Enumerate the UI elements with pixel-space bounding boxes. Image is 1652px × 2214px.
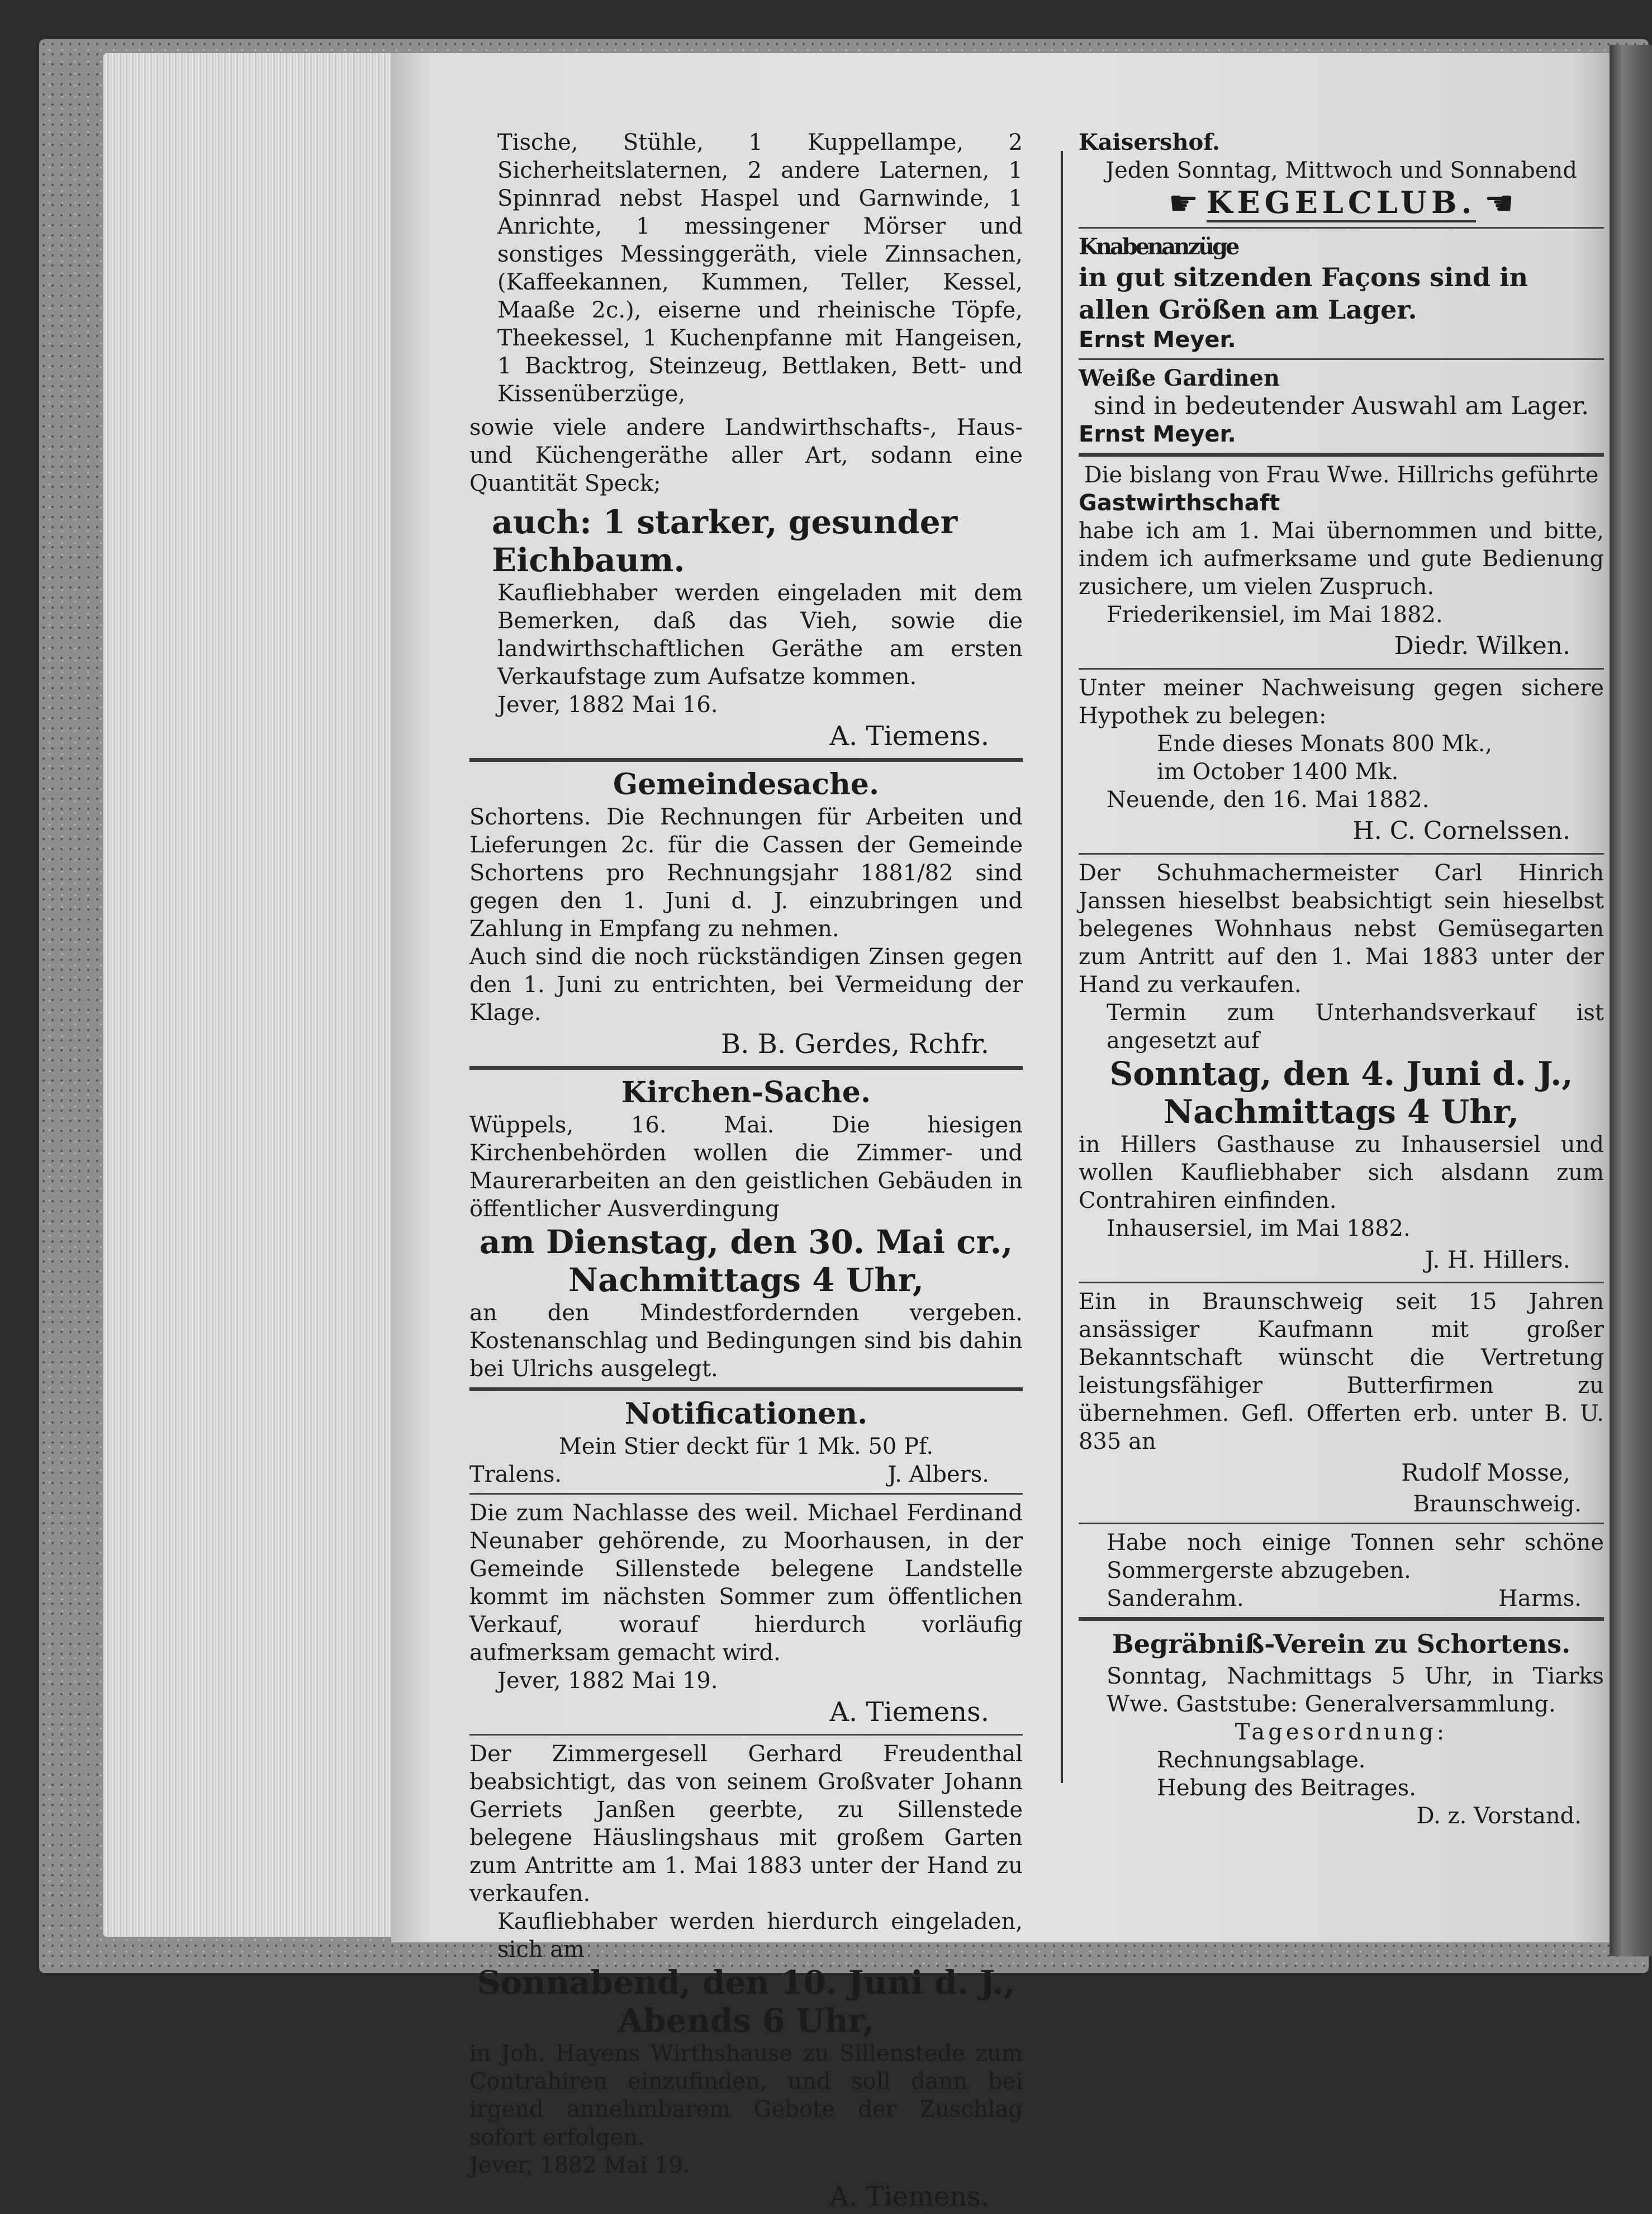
divider xyxy=(469,1734,1023,1736)
gemeinde-heading: Gemeindesache. xyxy=(613,767,880,802)
hypo-signature: H. C. Cornelssen. xyxy=(1352,817,1570,845)
hypo-line-2: im October 1400 Mk. xyxy=(1157,759,1399,785)
auction-oak: auch: 1 starker, gesunder Eichbaum. xyxy=(492,503,958,579)
stier-signature: J. Albers. xyxy=(887,1462,989,1487)
zimmer-text-3: in Joh. Hayens Wirthshause zu Sillenstede zum Contrahiren einzufinden, und soll dann bei irgend annehmbarem Gebote der Zuschlag sofort erfolgen. xyxy=(469,2041,1023,2150)
nachlass-signature: A. Tiemens. xyxy=(829,1696,989,1728)
ernst-meyer-2: Ernst Meyer. xyxy=(1079,421,1236,447)
schuh-time: Nachmittags 4 Uhr, xyxy=(1164,1093,1519,1131)
zimmer-time: Abends 6 Uhr, xyxy=(618,2002,874,2040)
gerste-place: Sanderahm. xyxy=(1107,1586,1244,1611)
divider xyxy=(1079,1523,1604,1524)
auction-items-2: sowie viele andere Landwirthschafts-, Haus- und Küchengeräthe aller Art, sodann eine Quantität Speck; xyxy=(469,415,1023,496)
kegelclub-banner xyxy=(1079,184,1604,222)
schuh-date: Sonntag, den 4. Juni d. J., xyxy=(1109,1055,1573,1093)
gast-text: habe ich am 1. Mai übernommen und bitte, indem ich aufmerksame und gute Bedienung zusichere, um vielen Zuspruch. xyxy=(1079,518,1604,600)
kirchen-heading: Kirchen-Sache. xyxy=(621,1075,871,1110)
zimmer-text-2: Kaufliebhaber werden hierdurch eingeladen, sich am xyxy=(497,1909,1023,1962)
gast-title: Gastwirthschaft xyxy=(1079,490,1280,516)
gast-place: Friederikensiel, im Mai 1882. xyxy=(1107,602,1443,628)
gemeinde-text-2: Auch sind die noch rückständigen Zinsen gegen den 1. Juni zu entrichten, bei Vermeidung der Klage. xyxy=(469,944,1023,1026)
knaben-text: in gut sitzenden Façons sind in allen Größen am Lager. xyxy=(1079,262,1528,325)
stier-text: Mein Stier deckt für 1 Mk. 50 Pf. xyxy=(558,1434,934,1459)
book-page-edges xyxy=(103,53,394,1937)
nachlass-date: Jever, 1882 Mai 19. xyxy=(497,1668,718,1694)
braun-text: Ein in Braunschweig seit 15 Jahren ansässiger Kaufmann mit großer Bekanntschaft wünscht die Vertretung leistungsfähiger Butterfirmen zu übernehmen. Gefl. Offerten erb. unter B. U. 835 an xyxy=(1079,1289,1604,1454)
gardinen-text: sind in bedeutender Auswahl am Lager. xyxy=(1093,392,1589,420)
begraeb-agenda-1: Rechnungsablage. xyxy=(1157,1747,1366,1773)
divider xyxy=(1079,853,1604,855)
knaben-title: Knabenanzüge xyxy=(1079,234,1238,260)
schuh-text-3: in Hillers Gasthause zu Inhausersiel und wollen Kaufliebhaber sich alsdann zum Contrahiren einfinden. xyxy=(1079,1132,1604,1213)
gardinen-title: Weiße Gardinen xyxy=(1079,365,1280,391)
zimmer-place-date: Jever, 1882 Mai 19. xyxy=(469,2153,690,2178)
auction-date: Jever, 1882 Mai 16. xyxy=(497,692,718,718)
begraeb-agenda-title: Tagesordnung: xyxy=(1235,1719,1448,1745)
divider xyxy=(1079,668,1604,670)
right-column xyxy=(1079,129,1604,1830)
hypo-line-1: Ende dieses Monats 800 Mk., xyxy=(1157,731,1493,757)
stier-footer xyxy=(469,1461,1023,1488)
zimmer-signature: A. Tiemens. xyxy=(829,2181,989,2212)
gemeinde-signature: B. B. Gerdes, Rchfr. xyxy=(720,1028,989,1060)
begraeb-agenda-2: Hebung des Beitrages. xyxy=(1157,1775,1416,1801)
divider xyxy=(1079,1282,1604,1283)
begraeb-heading: Begräbniß-Verein zu Schortens. xyxy=(1112,1629,1571,1659)
braun-city: Braunschweig. xyxy=(1413,1491,1582,1517)
divider xyxy=(1079,358,1604,360)
notif-heading: Notificationen. xyxy=(624,1397,868,1431)
gerste-signature: Harms. xyxy=(1498,1586,1582,1611)
divider xyxy=(1079,453,1604,457)
ernst-meyer-1: Ernst Meyer. xyxy=(1079,327,1236,353)
nachlass-text: Die zum Nachlasse des weil. Michael Ferdinand Neunaber gehörende, zu Moorhausen, in der Gemeinde Sillenstede belegene Landstelle kommt im nächsten Sommer zum öffentlichen Verkauf, worauf hierdurch vorläufig aufmerksam gemacht wird. xyxy=(469,1500,1023,1666)
kirchen-date: am Dienstag, den 30. Mai cr., xyxy=(479,1223,1013,1261)
begraeb-text: Sonntag, Nachmittags 5 Uhr, in Tiarks Wwe. Gaststube: Generalversammlung. xyxy=(1107,1663,1604,1717)
zimmer-date: Sonnabend, den 10. Juni d. J., xyxy=(477,1964,1015,2002)
gerste-text: Habe noch einige Tonnen sehr schöne Sommergerste abzugeben. xyxy=(1107,1530,1604,1584)
schuh-text: Der Schuhmachermeister Carl Hinrich Janssen hieselbst beabsichtigt sein hieselbst belegenes Wohnhaus nebst Gemüsegarten zum Antritt auf den 1. Mai 1883 unter der Hand zu verkaufen. xyxy=(1079,860,1604,998)
kegelclub-title: KEGELCLUB. xyxy=(1207,184,1477,222)
schuh-text-2: Termin zum Unterhandsverkauf ist angesetzt auf xyxy=(1107,1000,1604,1054)
gast-intro: Die bislang von Frau Wwe. Hillrichs geführte xyxy=(1084,462,1599,488)
pointing-hand-left-icon: ☚ xyxy=(1484,184,1515,223)
divider xyxy=(469,758,1023,762)
auction-note: Kaufliebhaber werden eingeladen mit dem Bemerken, daß das Vieh, sowie die landwirthschaftlichen Geräthe am ersten Verkaufstage zum Aufsatze kommen. xyxy=(497,580,1023,690)
auction-items: Tische, Stühle, 1 Kuppellampe, 2 Sicherheitslaternen, 2 andere Laternen, 1 Spinnrad nebst Haspel und Garnwinde, 1 Anrichte, 1 messingener Mörser und sonstiges Messinggeräth, viele Zinnsachen, (Kaffeekannen, Kummen, Teller, Kessel, Maaße 2c.), eiserne und rheinische Töpfe, Theekessel, 1 Kuchenpfanne mit Hangeisen, 1 Backtrog, Steinzeug, Bettlaken, Bett- und Kissenüberzüge, xyxy=(497,130,1023,407)
divider xyxy=(469,1387,1023,1391)
kirchen-text: Wüppels, 16. Mai. Die hiesigen Kirchenbehörden wollen die Zimmer- und Maurerarbeiten an den geistlichen Gebäuden in öffentlicher Ausverdingung xyxy=(469,1112,1023,1222)
hypo-place: Neuende, den 16. Mai 1882. xyxy=(1107,787,1430,813)
auction-signature: A. Tiemens. xyxy=(829,720,989,752)
column-divider xyxy=(1061,151,1063,1783)
kaisershof-days: Jeden Sonntag, Mittwoch und Sonnabend xyxy=(1105,158,1577,183)
stier-place: Tralens. xyxy=(469,1462,562,1487)
braun-signature: Rudolf Mosse, xyxy=(1401,1459,1570,1486)
kaisershof-title: Kaisershof. xyxy=(1079,129,1220,155)
schuh-signature: J. H. Hillers. xyxy=(1425,1246,1570,1273)
left-column xyxy=(469,129,1023,2214)
begraeb-signature: D. z. Vorstand. xyxy=(1416,1803,1582,1829)
book-right-edge xyxy=(1610,45,1652,1956)
schuh-place: Inhausersiel, im Mai 1882. xyxy=(1107,1216,1411,1241)
zimmer-text: Der Zimmergesell Gerhard Freudenthal beabsichtigt, das von seinem Großvater Johann Gerriets Janßen geerbte, zu Sillenstede belegene Häuslingshaus mit großem Garten zum Antritte am 1. Mai 1883 unter der Hand zu verkaufen. xyxy=(469,1741,1023,1907)
gast-signature: Diedr. Wilken. xyxy=(1394,632,1570,660)
kirchen-time: Nachmittags 4 Uhr, xyxy=(568,1261,924,1299)
divider xyxy=(1079,1617,1604,1621)
kirchen-text-2: an den Mindestfordernden vergeben. Kostenanschlag und Bedingungen sind bis dahin bei Ulrichs ausgelegt. xyxy=(469,1300,1023,1382)
divider xyxy=(469,1066,1023,1070)
divider xyxy=(1079,227,1604,229)
gemeinde-text: Schortens. Die Rechnungen für Arbeiten und Lieferungen 2c. für die Cassen der Gemeinde Schortens pro Rechnungsjahr 1881/82 sind gegen den 1. Juni d. J. einzubringen und Zahlung in Empfang zu nehmen. xyxy=(469,804,1023,942)
pointing-hand-right-icon: ☛ xyxy=(1168,184,1199,223)
hypo-text: Unter meiner Nachweisung gegen sichere Hypothek zu belegen: xyxy=(1079,675,1604,729)
divider xyxy=(469,1493,1023,1495)
gerste-footer xyxy=(1079,1585,1604,1613)
